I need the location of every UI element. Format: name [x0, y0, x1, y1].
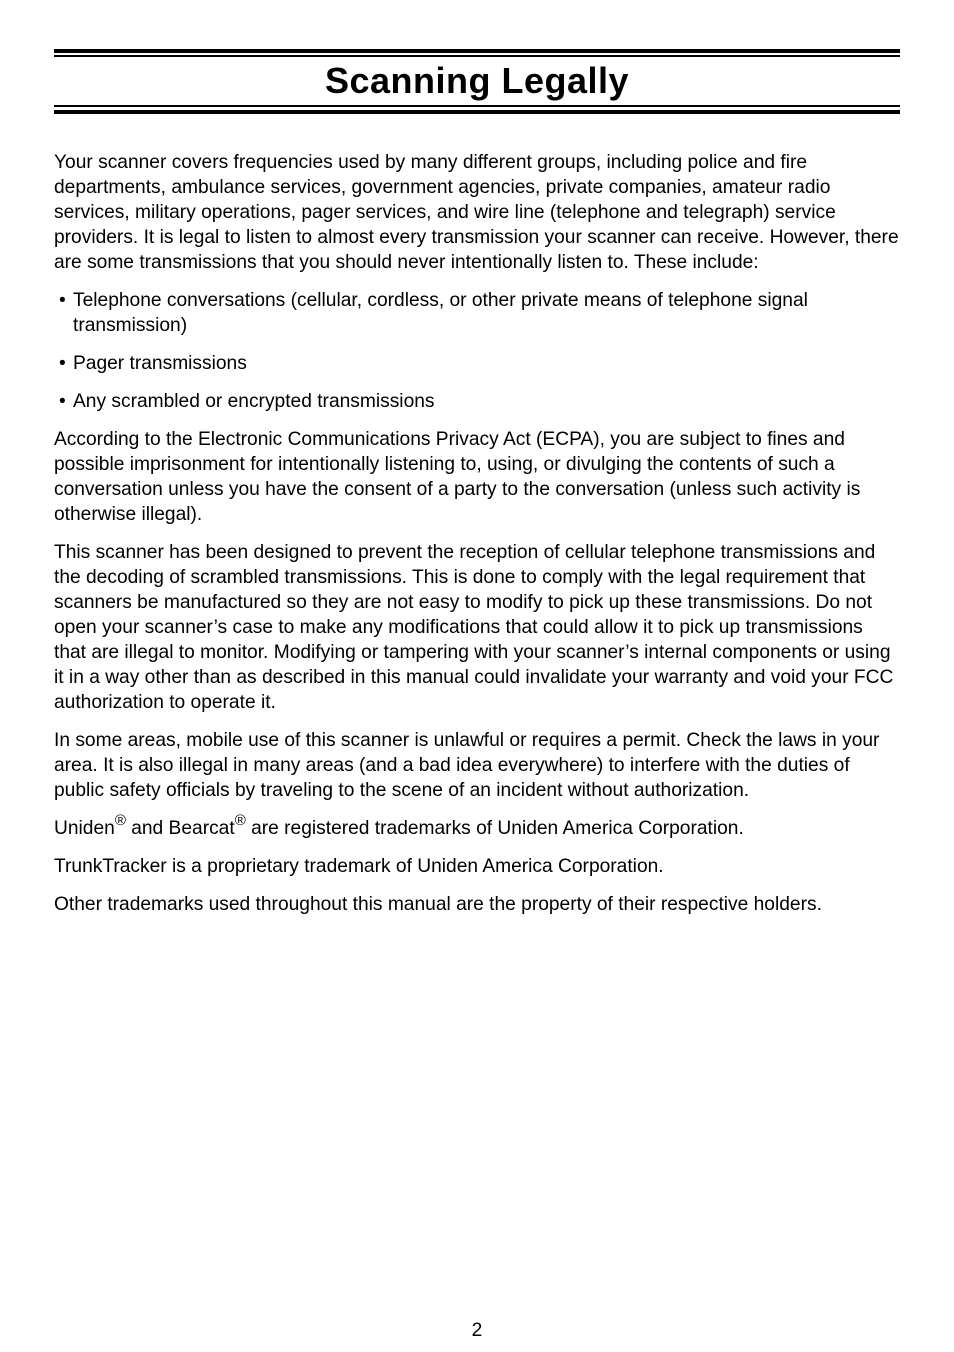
- list-item: [54, 288, 900, 338]
- title-block: [54, 49, 900, 114]
- bullet-glyph: •: [59, 391, 66, 412]
- page-content: [54, 49, 900, 930]
- page-title: Scanning Legally: [324, 60, 630, 101]
- list-item: [54, 351, 900, 376]
- title-rule-bottom-thick: [54, 110, 900, 114]
- list-item-text: Pager transmissions: [73, 353, 247, 374]
- registered-mark: ®: [114, 811, 126, 829]
- mobile-use-paragraph: In some areas, mobile use of this scanner is unlawful or requires a permit. Check the laws in your area. It is also illegal in many areas (and a bad idea everywhere) to interfere with the duties of public safety officials by traveling to the scene of an incident without authorization.: [54, 730, 880, 801]
- trademark-trunktracker: TrunkTracker is a proprietary trademark of Uniden America Corporation.: [54, 856, 664, 877]
- trademark-text: and Bearcat: [125, 818, 235, 839]
- registered-mark: ®: [234, 811, 246, 829]
- intro-paragraph: Your scanner covers frequencies used by many different groups, including police and fire departments, ambulance services, government agencies, private companies, amateur radio services, military operations, pager services, and wire line (telephone and telegraph) service providers. It is legal to listen to almost every transmission your scanner can receive. However, there are some transmissions that you should never intentionally listen to. These include:: [54, 152, 899, 273]
- restricted-transmissions-list: [54, 288, 900, 414]
- bullet-glyph: •: [59, 353, 66, 374]
- trademark-text: Uniden: [54, 818, 115, 839]
- trademark-text: are registered trademarks of Uniden America Corporation.: [245, 818, 744, 839]
- trademark-others: Other trademarks used throughout this manual are the property of their respective holders.: [54, 894, 822, 915]
- page-number: 2: [471, 1320, 483, 1341]
- list-item-text: Telephone conversations (cellular, cordless, or other private means of telephone signal transmission): [73, 290, 808, 336]
- ecpa-paragraph: According to the Electronic Communications Privacy Act (ECPA), you are subject to fines and possible imprisonment for intentionally listening to, using, or divulging the contents of such a conversation unless you have the consent of a party to the conversation (unless such activity is otherwise illegal).: [54, 429, 861, 525]
- list-item-text: Any scrambled or encrypted transmissions: [73, 391, 435, 412]
- list-item: [54, 389, 900, 414]
- bullet-glyph: •: [59, 290, 66, 311]
- trademark-uniden-bearcat: [54, 811, 900, 841]
- design-paragraph: This scanner has been designed to prevent the reception of cellular telephone transmissions and the decoding of scrambled transmissions. This is done to comply with the legal requirement that scanners be manufactured so they are not easy to modify to pick up these transmissions. Do not open your scanner’s case to make any modifications that could allow it to pick up transmissions that are illegal to monitor. Modifying or tampering with your scanner’s internal components or using it in a way other than as described in this manual could invalidate your warranty and void your FCC authorization to operate it.: [54, 542, 894, 713]
